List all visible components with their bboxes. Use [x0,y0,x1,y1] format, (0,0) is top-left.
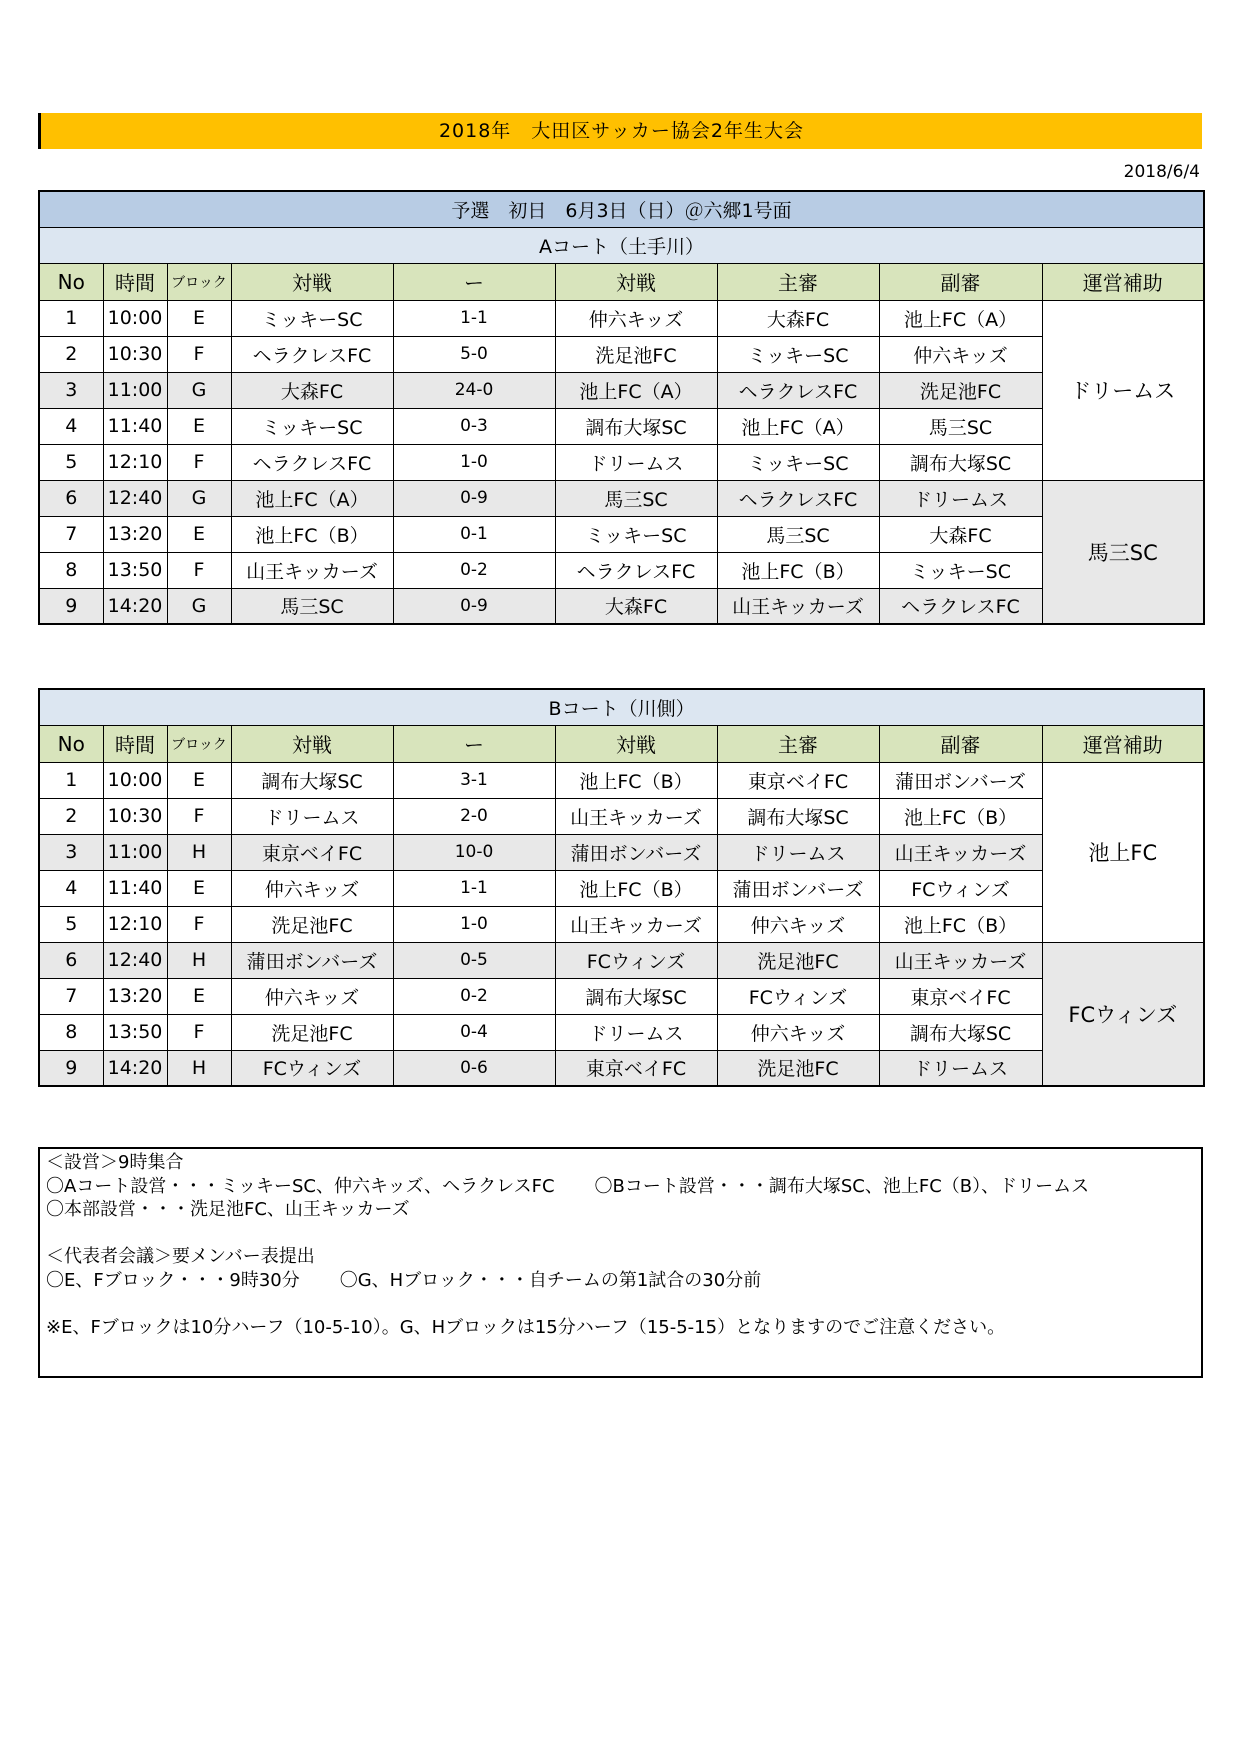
cell-block: F [167,1014,231,1050]
cell-no: 2 [39,336,103,372]
table-row [39,372,1204,408]
table-row [39,978,1204,1014]
cell-team-2: 大森FC [555,588,717,624]
cell-no: 1 [39,762,103,798]
cell-score: 2-0 [393,798,555,834]
cell-time: 13:20 [103,978,167,1014]
cell-referee: 仲六キッズ [717,906,879,942]
cell-block: F [167,798,231,834]
cell-assistant-referee: 調布大塚SC [879,1014,1042,1050]
cell-score: 0-2 [393,978,555,1014]
cell-score: 1-1 [393,300,555,336]
header-referee: 主審 [717,725,879,762]
cell-no: 3 [39,372,103,408]
cell-score: 5-0 [393,336,555,372]
cell-team-2: 蒲田ボンバーズ [555,834,717,870]
cell-team-2: 馬三SC [555,480,717,516]
cell-no: 9 [39,1050,103,1086]
cell-team-2: ドリームス [555,1014,717,1050]
cell-referee: 大森FC [717,300,879,336]
table-row [39,588,1204,624]
cell-operations-assist: 池上FC [1042,762,1204,942]
cell-block: G [167,588,231,624]
cell-score: 10-0 [393,834,555,870]
cell-no: 8 [39,1014,103,1050]
cell-assistant-referee: 洗足池FC [879,372,1042,408]
cell-score: 1-1 [393,870,555,906]
cell-team-1: FCウィンズ [231,1050,393,1086]
cell-referee: 池上FC（A） [717,408,879,444]
cell-block: E [167,516,231,552]
header-assistant-referee: 副審 [879,263,1042,300]
cell-time: 10:00 [103,762,167,798]
cell-block: H [167,1050,231,1086]
cell-operations-assist: 馬三SC [1042,480,1204,624]
cell-team-1: 蒲田ボンバーズ [231,942,393,978]
cell-assistant-referee: FCウィンズ [879,870,1042,906]
cell-team-1: 池上FC（A） [231,480,393,516]
cell-team-2: FCウィンズ [555,942,717,978]
cell-referee: 洗足池FC [717,1050,879,1086]
cell-no: 7 [39,516,103,552]
cell-team-2: 洗足池FC [555,336,717,372]
cell-time: 12:40 [103,480,167,516]
cell-score: 3-1 [393,762,555,798]
cell-time: 10:30 [103,336,167,372]
cell-team-1: ミッキーSC [231,408,393,444]
setup-hq: 〇本部設営・・・洗足池FC、山王キッカーズ [46,1199,410,1220]
header-team-2: 対戦 [555,263,717,300]
setup-court-b: 〇Bコート設営・・・調布大塚SC、池上FC（B）、ドリームス [594,1175,1090,1197]
cell-team-1: ミッキーSC [231,300,393,336]
cell-referee: 蒲田ボンバーズ [717,870,879,906]
cell-referee: ミッキーSC [717,336,879,372]
setup-heading: ＜設営＞9時集合 [46,1152,184,1173]
cell-team-2: 東京ベイFC [555,1050,717,1086]
cell-time: 10:00 [103,300,167,336]
cell-team-1: 仲六キッズ [231,978,393,1014]
cell-team-2: ドリームス [555,444,717,480]
cell-referee: ミッキーSC [717,444,879,480]
tournament-title: 2018年 大田区サッカー協会2年生大会 [38,113,1202,149]
cell-no: 8 [39,552,103,588]
cell-block: F [167,552,231,588]
cell-score: 0-9 [393,588,555,624]
header-assistant-referee: 副審 [879,725,1042,762]
table-row [39,552,1204,588]
table-row [39,300,1204,336]
notes-box [38,1147,1203,1378]
cell-score: 1-0 [393,906,555,942]
meeting-gh: 〇G、Hブロック・・・自チームの第1試合の30分前 [339,1269,762,1291]
cell-referee: ヘラクレスFC [717,480,879,516]
cell-no: 3 [39,834,103,870]
cell-team-1: 洗足池FC [231,1014,393,1050]
cell-block: E [167,762,231,798]
header-operations-assist: 運営補助 [1042,725,1204,762]
header-team-2: 対戦 [555,725,717,762]
header-score: ー [393,725,555,762]
header-no: No [39,263,103,300]
cell-assistant-referee: 東京ベイFC [879,978,1042,1014]
cell-team-2: ミッキーSC [555,516,717,552]
table-row [39,480,1204,516]
cell-time: 13:50 [103,1014,167,1050]
cell-time: 11:40 [103,870,167,906]
cell-no: 7 [39,978,103,1014]
court-a-name: Aコート（土手川） [39,227,1204,263]
header-referee: 主審 [717,263,879,300]
cell-time: 13:20 [103,516,167,552]
cell-block: G [167,480,231,516]
cell-referee: 東京ベイFC [717,762,879,798]
cell-assistant-referee: ミッキーSC [879,552,1042,588]
cell-team-2: 仲六キッズ [555,300,717,336]
cell-team-2: 調布大塚SC [555,408,717,444]
court-b-schedule-table [38,688,1205,1087]
table-row [39,1050,1204,1086]
cell-referee: 池上FC（B） [717,552,879,588]
table-row [39,444,1204,480]
cell-team-1: 山王キッカーズ [231,552,393,588]
cell-operations-assist: ドリームス [1042,300,1204,480]
header-team-1: 対戦 [231,263,393,300]
cell-score: 0-4 [393,1014,555,1050]
cell-block: E [167,300,231,336]
table-row [39,1014,1204,1050]
cell-time: 13:50 [103,552,167,588]
table-row [39,516,1204,552]
cell-team-1: 東京ベイFC [231,834,393,870]
cell-time: 12:10 [103,444,167,480]
cell-team-2: 山王キッカーズ [555,798,717,834]
cell-time: 11:00 [103,834,167,870]
cell-no: 5 [39,444,103,480]
cell-assistant-referee: 山王キッカーズ [879,834,1042,870]
cell-referee: ドリームス [717,834,879,870]
cell-team-1: 池上FC（B） [231,516,393,552]
cell-time: 14:20 [103,588,167,624]
cell-referee: 馬三SC [717,516,879,552]
header-time: 時間 [103,725,167,762]
cell-team-1: 洗足池FC [231,906,393,942]
cell-assistant-referee: 山王キッカーズ [879,942,1042,978]
meeting-line [46,1269,1195,1293]
cell-team-1: 大森FC [231,372,393,408]
cell-no: 1 [39,300,103,336]
cell-no: 6 [39,480,103,516]
cell-operations-assist: FCウィンズ [1042,942,1204,1086]
cell-block: E [167,408,231,444]
cell-time: 12:40 [103,942,167,978]
cell-team-1: 仲六キッズ [231,870,393,906]
cell-block: H [167,942,231,978]
cell-no: 5 [39,906,103,942]
cell-no: 4 [39,408,103,444]
cell-time: 12:10 [103,906,167,942]
cell-block: F [167,444,231,480]
cell-block: E [167,978,231,1014]
cell-block: E [167,870,231,906]
cell-score: 0-5 [393,942,555,978]
cell-team-2: ヘラクレスFC [555,552,717,588]
cell-referee: ヘラクレスFC [717,372,879,408]
table-row [39,834,1204,870]
cell-assistant-referee: ドリームス [879,1050,1042,1086]
meeting-ef: 〇E、Fブロック・・・9時30分 [46,1269,300,1291]
court-a-schedule-table [38,190,1205,625]
cell-team-1: 調布大塚SC [231,762,393,798]
cell-referee: 調布大塚SC [717,798,879,834]
header-operations-assist: 運営補助 [1042,263,1204,300]
table-row [39,336,1204,372]
cell-referee: 山王キッカーズ [717,588,879,624]
table-row [39,870,1204,906]
cell-block: F [167,336,231,372]
cell-block: G [167,372,231,408]
header-block: ブロック [167,263,231,300]
cell-time: 10:30 [103,798,167,834]
table-row [39,762,1204,798]
cell-team-2: 山王キッカーズ [555,906,717,942]
table-row [39,798,1204,834]
table-row [39,942,1204,978]
header-team-1: 対戦 [231,725,393,762]
cell-assistant-referee: 池上FC（A） [879,300,1042,336]
cell-team-2: 池上FC（B） [555,870,717,906]
setup-court-a: 〇Aコート設営・・・ミッキーSC、仲六キッズ、ヘラクレスFC [46,1175,555,1197]
cell-team-2: 調布大塚SC [555,978,717,1014]
table-row [39,906,1204,942]
cell-time: 11:00 [103,372,167,408]
cell-assistant-referee: 調布大塚SC [879,444,1042,480]
cell-assistant-referee: 仲六キッズ [879,336,1042,372]
cell-assistant-referee: ヘラクレスFC [879,588,1042,624]
table-row [39,408,1204,444]
cell-score: 0-9 [393,480,555,516]
cell-referee: 仲六キッズ [717,1014,879,1050]
cell-assistant-referee: 蒲田ボンバーズ [879,762,1042,798]
court-b-name: Bコート（川側） [39,689,1204,725]
cell-no: 6 [39,942,103,978]
header-score: ー [393,263,555,300]
cell-no: 2 [39,798,103,834]
cell-assistant-referee: 馬三SC [879,408,1042,444]
header-no: No [39,725,103,762]
cell-no: 4 [39,870,103,906]
cell-assistant-referee: 池上FC（B） [879,798,1042,834]
half-length-caution: ※E、Fブロックは10分ハーフ（10-5-10）。G、Hブロックは15分ハーフ（15-5-15）となりますのでご注意ください。 [46,1316,1006,1338]
meeting-heading: ＜代表者会議＞要メンバー表提出 [46,1246,315,1267]
cell-referee: FCウィンズ [717,978,879,1014]
cell-assistant-referee: 大森FC [879,516,1042,552]
cell-block: H [167,834,231,870]
cell-time: 14:20 [103,1050,167,1086]
cell-team-2: 池上FC（A） [555,372,717,408]
cell-score: 24-0 [393,372,555,408]
cell-team-2: 池上FC（B） [555,762,717,798]
cell-team-1: ヘラクレスFC [231,444,393,480]
cell-assistant-referee: 池上FC（B） [879,906,1042,942]
cell-team-1: ドリームス [231,798,393,834]
session-subtitle: 予選 初日 6月3日（日）＠六郷1号面 [39,191,1204,227]
cell-block: F [167,906,231,942]
setup-courts-line [46,1175,1195,1199]
cell-score: 1-0 [393,444,555,480]
cell-team-1: ヘラクレスFC [231,336,393,372]
cell-score: 0-3 [393,408,555,444]
cell-referee: 洗足池FC [717,942,879,978]
cell-score: 0-6 [393,1050,555,1086]
cell-time: 11:40 [103,408,167,444]
cell-no: 9 [39,588,103,624]
cell-team-1: 馬三SC [231,588,393,624]
cell-assistant-referee: ドリームス [879,480,1042,516]
cell-score: 0-1 [393,516,555,552]
cell-score: 0-2 [393,552,555,588]
header-block: ブロック [167,725,231,762]
header-time: 時間 [103,263,167,300]
issue-date: 2018/6/4 [1123,162,1200,182]
